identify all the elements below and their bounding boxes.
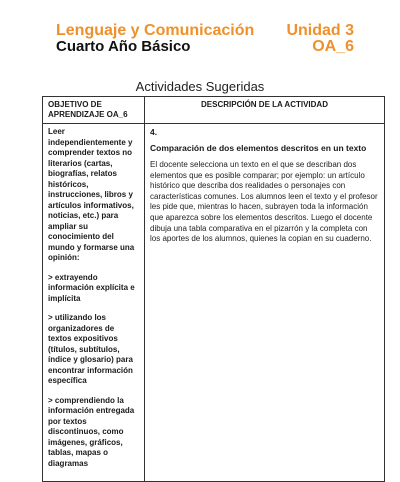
objective-column-header: OBJETIVO DE APRENDIZAJE OA_6 <box>43 97 145 124</box>
activity-title: Comparación de dos elementos descritos en un texto <box>150 143 367 153</box>
objective-cell <box>43 124 145 482</box>
objective-bullet: > extrayendo información explícita e implícita <box>48 272 135 303</box>
objective-bullet: > utilizando los organizadores de textos expositivos (títulos, subtítulos, índice y glosario) para encontrar información específica <box>48 313 133 385</box>
unit-label: Unidad 3 <box>286 22 354 39</box>
activity-description: El docente selecciona un texto en el que se describan dos elementos que es posible comparar; por ejemplo: un artículo histórico que describa dos realidades o personajes con características comunes. Los alumnos leen el texto y el profesor les pide que, mientras lo hacen, subrayen toda la información que aparezca sobre los elementos descritos. Luego el docente dibuja una tabla comparativa en el pizarrón y la completa con los aportes de los alumnos, quienes la copian en su cuaderno. <box>150 160 378 244</box>
objective-bullet: > comprendiendo la información entregada por textos discontinuos, como imágenes, gráficos, tablas, mapas o diagramas <box>48 395 135 468</box>
grade-level: Cuarto Año Básico <box>56 38 191 55</box>
activity-column-header: DESCRIPCIÓN DE LA ACTIVIDAD <box>145 97 385 124</box>
activities-table <box>42 96 385 482</box>
objective-code: OA_6 <box>312 38 354 55</box>
section-title: Actividades Sugeridas <box>135 79 265 94</box>
table-row <box>43 124 385 482</box>
objective-main-text: Leer independientemente y comprender textos no literarios (cartas, biografías, relatos históricos, instrucciones, libros y artículos informativos, noticias, etc.) para ampliar su conocimiento del mundo y formarse una opinión: <box>48 127 135 262</box>
subject-title: Lenguaje y Comunicación <box>56 22 255 39</box>
activity-number: 4. <box>150 127 158 137</box>
activity-cell <box>145 124 385 482</box>
table-header-row <box>43 97 385 124</box>
